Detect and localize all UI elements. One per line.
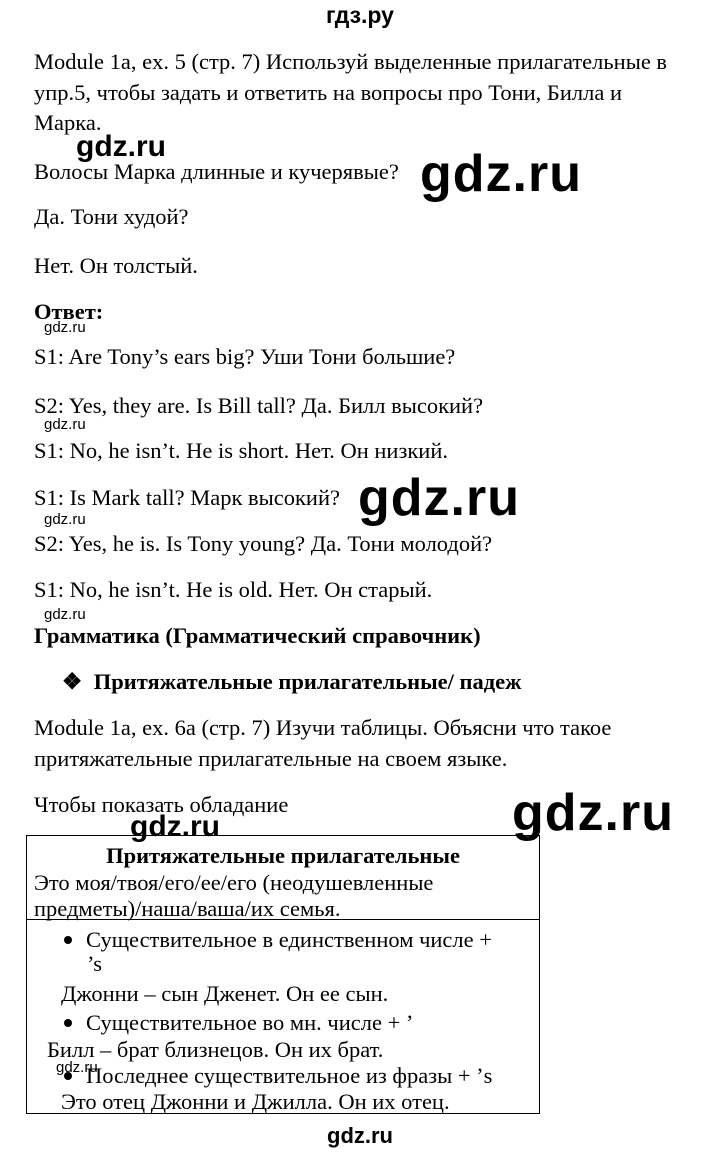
table-bullet1-line1 bbox=[64, 926, 492, 953]
diamond-bullet-icon: ❖ bbox=[62, 669, 83, 694]
task1-example2: Да. Тони худой? bbox=[34, 204, 189, 229]
answer-line: S1: No, he isn’t. He is old. Нет. Он старый. bbox=[34, 577, 433, 602]
table-row1-line1: Это моя/твоя/его/ее/его (неодушевленные bbox=[34, 870, 434, 895]
watermark-small: gdz.ru bbox=[56, 1059, 98, 1076]
task1-example3: Нет. Он толстый. bbox=[34, 253, 198, 278]
task2-line3: Чтобы показать обладание bbox=[34, 792, 289, 817]
table-bullet1-text: Существительное в единственном числе + bbox=[86, 927, 492, 952]
grammar-subheading-text: Притяжательные прилагательные/ падеж bbox=[93, 669, 522, 694]
bullet-icon bbox=[64, 936, 72, 944]
table-bullet3-text: Последнее существительное из фразы + ’s bbox=[86, 1063, 493, 1088]
table-divider bbox=[27, 919, 539, 920]
answer-label: Ответ: bbox=[34, 299, 104, 324]
task2-line1: Module 1a, ex. 6a (стр. 7) Изучи таблицы. Объясни что такое bbox=[34, 715, 612, 740]
table-example3: Это отец Джонни и Джилла. Он их отец. bbox=[61, 1089, 450, 1114]
table-bullet1-line2: ’s bbox=[87, 951, 103, 976]
watermark-small: gdz.ru bbox=[44, 606, 86, 623]
task1-line1: Module 1a, ex. 5 (стр. 7) Используй выделенные прилагательные в bbox=[34, 49, 668, 74]
watermark-logo: gdz.ru bbox=[420, 145, 582, 203]
answer-line: S2: Yes, he is. Is Tony young? Да. Тони молодой? bbox=[34, 531, 493, 556]
watermark-text: gdz.ru bbox=[130, 810, 220, 843]
answer-line: S1: No, he isn’t. He is short. Нет. Он низкий. bbox=[34, 438, 448, 463]
site-header: гдз.ру bbox=[326, 2, 394, 28]
watermark-small: gdz.ru bbox=[44, 416, 86, 433]
watermark-small: gdz.ru bbox=[44, 511, 86, 528]
possessive-table bbox=[26, 835, 540, 1114]
table-bullet3 bbox=[64, 1062, 492, 1089]
task2-line2: притяжательные прилагательные на своем языке. bbox=[34, 746, 508, 771]
grammar-heading: Грамматика (Грамматический справочник) bbox=[34, 623, 481, 648]
answer-line: S1: Is Mark tall? Марк высокий? bbox=[34, 485, 341, 510]
answer-line: S2: Yes, they are. Is Bill tall? Да. Билл высокий? bbox=[34, 393, 484, 418]
bullet-icon bbox=[64, 1019, 72, 1027]
answer-line: S1: Are Tony’s ears big? Уши Тони большие? bbox=[34, 344, 456, 369]
table-row1-line2: предметы)/наша/ваша/их семья. bbox=[34, 896, 341, 921]
task1-line2: упр.5, чтобы задать и ответить на вопросы про Тони, Билла и bbox=[34, 80, 622, 105]
table-example2: Билл – брат близнецов. Он их брат. bbox=[47, 1037, 384, 1062]
task1-example1: Волосы Марка длинные и кучерявые? bbox=[34, 159, 399, 184]
task1-line3: Марка. bbox=[34, 110, 102, 135]
watermark-logo: gdz.ru bbox=[512, 784, 674, 842]
watermark-small: gdz.ru bbox=[44, 319, 86, 336]
table-example1: Джонни – сын Дженет. Он ее сын. bbox=[61, 981, 389, 1006]
grammar-subheading bbox=[62, 668, 521, 695]
site-footer: gdz.ru bbox=[327, 1123, 393, 1148]
table-title: Притяжательные прилагательные bbox=[106, 843, 460, 868]
table-bullet2 bbox=[64, 1009, 413, 1036]
watermark-logo: gdz.ru bbox=[358, 469, 520, 527]
watermark-text: gdz.ru bbox=[76, 130, 166, 163]
table-bullet2-text: Существительное во мн. числе + ’ bbox=[86, 1010, 414, 1035]
